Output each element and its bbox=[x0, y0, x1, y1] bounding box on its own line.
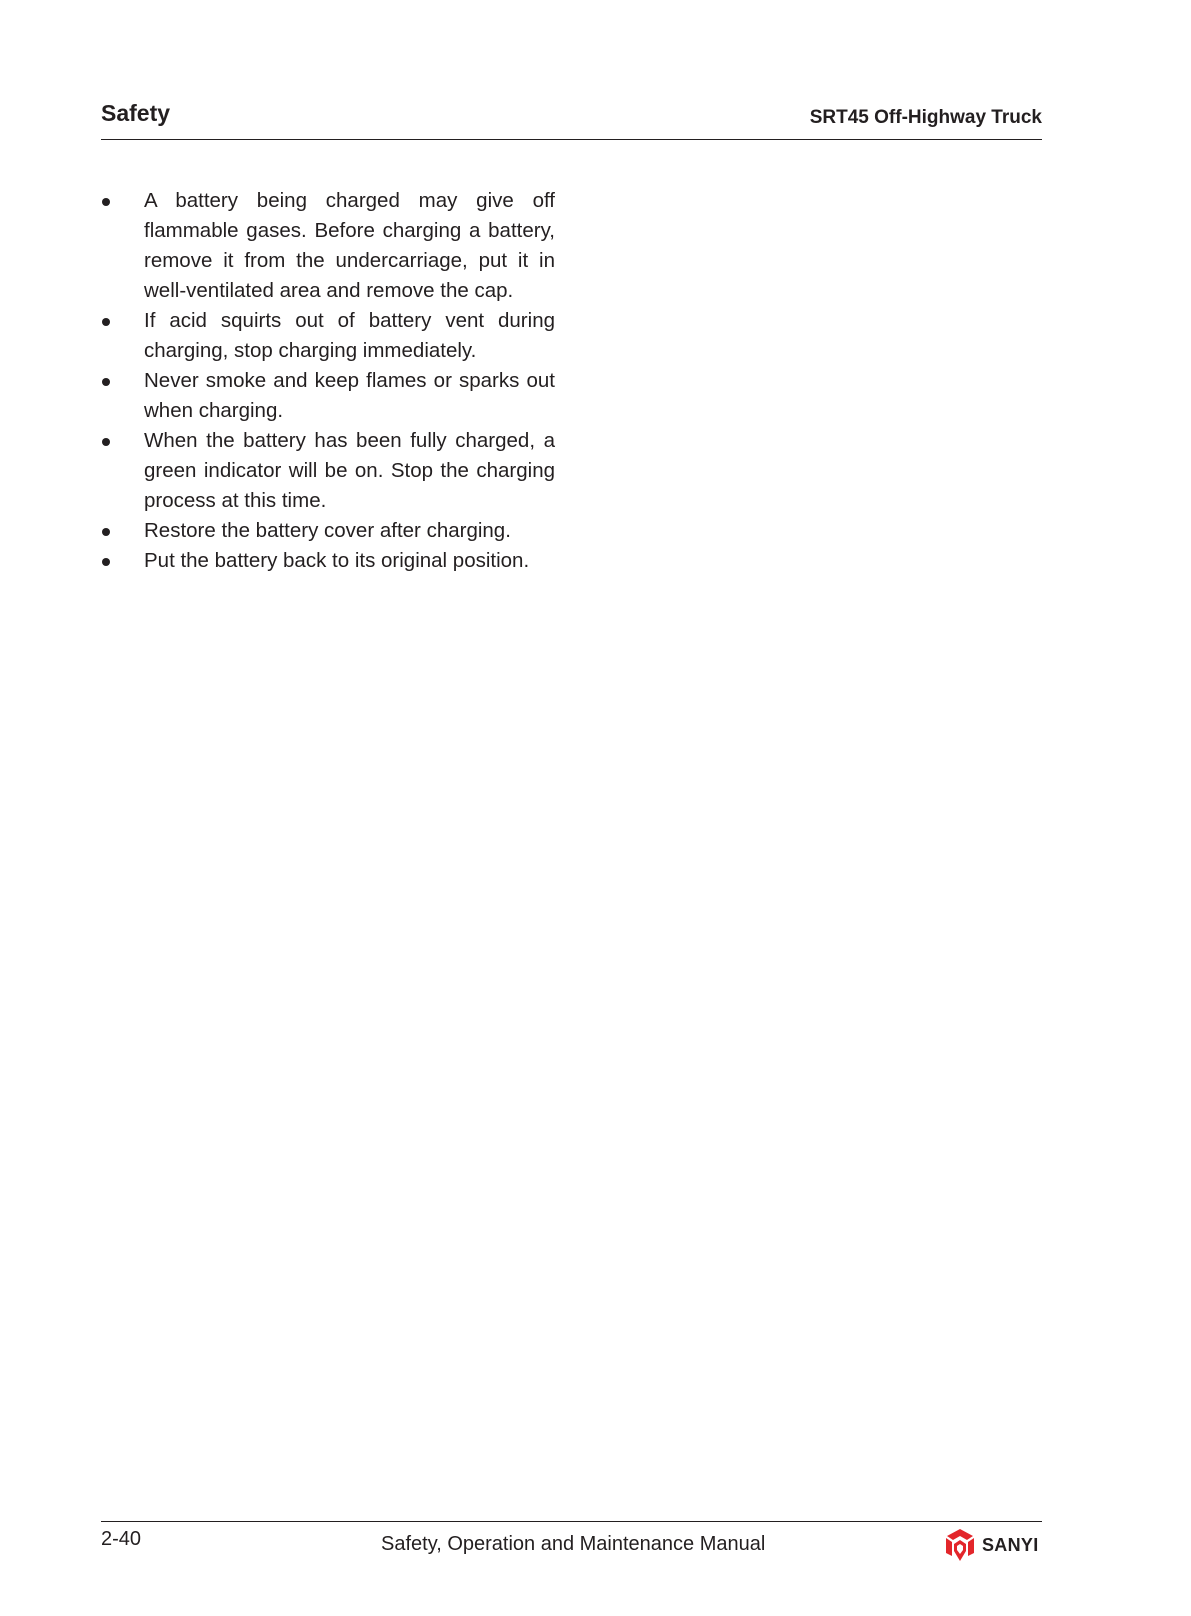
bullet-item bbox=[101, 516, 555, 546]
bullet-text: Restore the battery cover after charging. bbox=[144, 519, 511, 542]
footer-brand-name: SANYI bbox=[982, 1534, 1039, 1555]
page-header-product: SRT45 Off-Highway Truck bbox=[809, 107, 1042, 128]
bullet-item bbox=[101, 426, 555, 516]
page-header-section: Safety bbox=[101, 100, 171, 126]
bullet-text: When the battery has been fully charged, a green indicator will be on. Stop the charging process at this time. bbox=[144, 429, 555, 512]
sanyi-logo-icon bbox=[943, 1528, 977, 1562]
footer-page-number: 2-40 bbox=[101, 1528, 142, 1550]
bullet-text: Never smoke and keep flames or sparks out when charging. bbox=[144, 369, 555, 422]
bullet-dot-icon bbox=[102, 558, 110, 566]
footer-logo bbox=[943, 1528, 1039, 1562]
footer-manual-title: Safety, Operation and Maintenance Manual bbox=[381, 1533, 766, 1555]
bullet-text: If acid squirts out of battery vent during charging, stop charging immediately. bbox=[144, 309, 555, 362]
bullet-dot-icon bbox=[102, 318, 110, 326]
footer-divider bbox=[101, 1521, 1042, 1522]
bullet-dot-icon bbox=[102, 378, 110, 386]
bullet-dot-icon bbox=[102, 438, 110, 446]
safety-bullet-list bbox=[101, 186, 555, 576]
bullet-text: Put the battery back to its original position. bbox=[144, 549, 530, 572]
bullet-item bbox=[101, 546, 555, 576]
bullet-dot-icon bbox=[102, 528, 110, 536]
bullet-item bbox=[101, 186, 555, 306]
bullet-item bbox=[101, 366, 555, 426]
header-divider bbox=[101, 139, 1042, 140]
bullet-dot-icon bbox=[102, 198, 110, 206]
bullet-item bbox=[101, 306, 555, 366]
bullet-text: A battery being charged may give off flammable gases. Before charging a battery, remove it from the undercarriage, put it in well-ventilated area and remove the cap. bbox=[144, 189, 555, 302]
